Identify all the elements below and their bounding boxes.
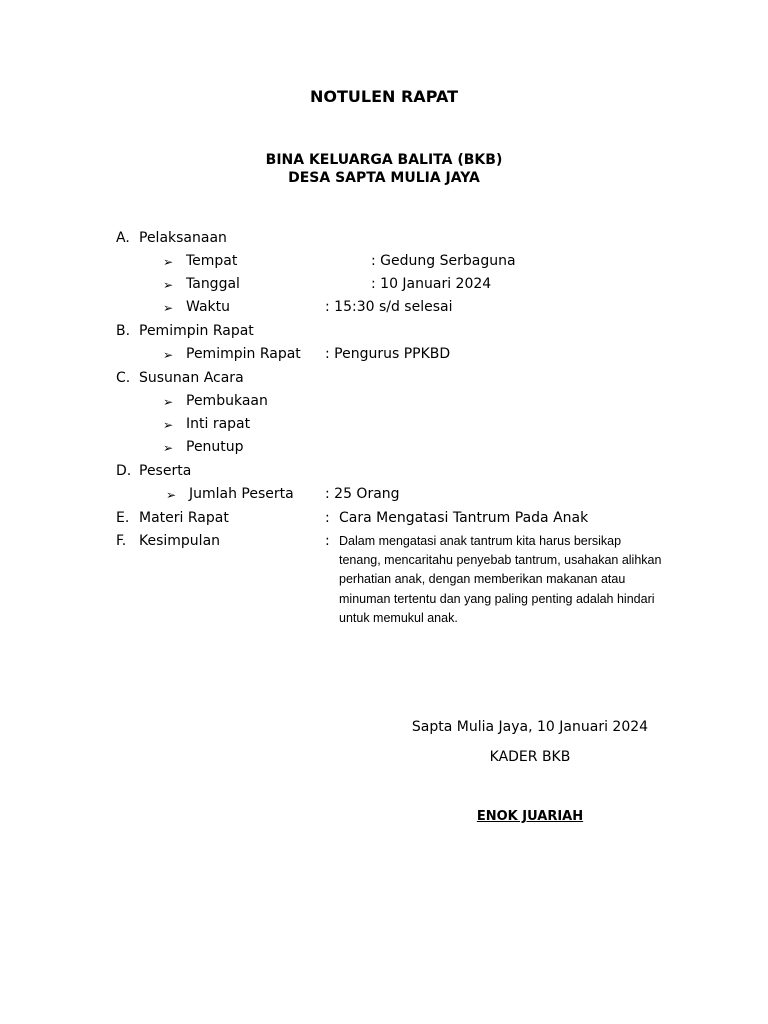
item-value-waktu: : 15:30 s/d selesai [325,299,453,315]
bullet-arrow-icon: ➢ [163,348,174,362]
conclusion-line: perhatian anak, dengan memberikan makanan atau [339,572,626,587]
bullet-arrow-icon: ➢ [163,418,174,432]
item-value-tanggal: : 10 Januari 2024 [371,276,492,292]
item-value-tempat: : Gedung Serbaguna [371,253,516,269]
conclusion-line: Dalam mengatasi anak tantrum kita harus bersikap [339,534,622,548]
signature-role: KADER BKB [489,749,571,765]
section-e-heading: Materi Rapat [139,510,229,526]
page-title: NOTULEN RAPAT [310,87,458,106]
section-e-colon: : [325,510,330,526]
bullet-arrow-icon: ➢ [166,488,177,502]
conclusion-line: tenang, mencaritahu penyebab tantrum, usahakan alihkan [339,553,662,568]
section-d-letter: D. [116,463,132,479]
bullet-arrow-icon: ➢ [163,255,174,269]
section-e-letter: E. [116,510,130,526]
signature-place-date: Sapta Mulia Jaya, 10 Januari 2024 [411,719,649,735]
item-value-jumlah: : 25 Orang [325,486,400,502]
agenda-item-pembukaan: Pembukaan [186,393,268,409]
section-f-heading: Kesimpulan [139,533,221,549]
bullet-arrow-icon: ➢ [163,278,174,292]
section-d-heading: Peserta [139,463,192,479]
section-e-value: Cara Mengatasi Tantrum Pada Anak [339,510,589,526]
item-label-pemimpin: Pemimpin Rapat [186,346,301,362]
section-a-letter: A. [116,230,130,246]
section-f-colon: : [325,533,330,549]
item-label-tanggal: Tanggal [186,276,240,292]
conclusion-text [339,532,689,628]
signature-name: ENOK JUARIAH [476,809,584,824]
conclusion-line: minuman tertentu dan yang paling penting adalah hindari [339,591,655,606]
item-label-waktu: Waktu [186,299,230,315]
section-a-heading: Pelaksanaan [139,230,227,246]
agenda-item-inti: Inti rapat [186,416,251,432]
conclusion-line: untuk memukul anak. [339,610,458,625]
agenda-item-penutup: Penutup [186,439,244,455]
section-c-letter: C. [116,370,131,386]
village-name: DESA SAPTA MULIA JAYA [288,170,480,186]
bullet-arrow-icon: ➢ [163,441,174,455]
section-b-letter: B. [116,323,131,339]
organization-name: BINA KELUARGA BALITA (BKB) [265,152,503,168]
bullet-arrow-icon: ➢ [163,301,174,315]
item-label-jumlah: Jumlah Peserta [189,486,294,502]
section-c-heading: Susunan Acara [139,370,244,386]
section-b-heading: Pemimpin Rapat [139,323,254,339]
item-label-tempat: Tempat [186,253,238,269]
item-value-pemimpin: : Pengurus PPKBD [325,346,451,362]
section-f-letter: F. [116,533,127,549]
bullet-arrow-icon: ➢ [163,395,174,409]
